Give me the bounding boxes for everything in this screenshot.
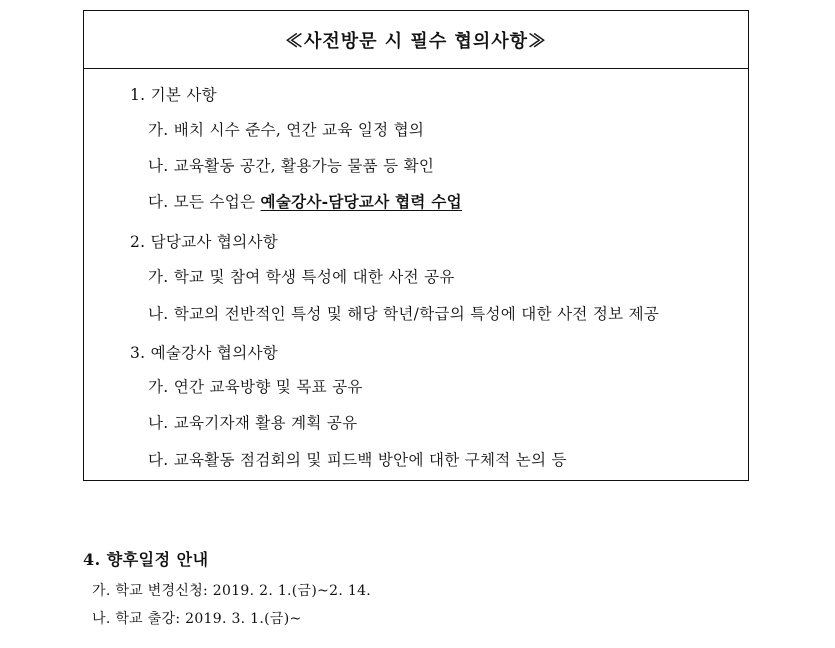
section-heading-basic: 1. 기본 사항: [130, 86, 217, 104]
box-title: ≪사전방문 시 필수 협의사항≫: [84, 11, 748, 69]
consultation-box: [83, 10, 749, 481]
list-item: 나. 학교의 전반적인 특성 및 해당 학년/학급의 특성에 대한 사전 정보 제공: [148, 305, 660, 323]
schedule-item: 나. 학교 출강: 2019. 3. 1.(금)~: [92, 611, 302, 627]
schedule-title: 4. 향후일정 안내: [83, 550, 209, 569]
list-item: 가. 연간 교육방향 및 목표 공유: [148, 378, 363, 396]
list-item: 나. 교육기자재 활용 계획 공유: [148, 414, 358, 432]
list-item-emphasized: [148, 190, 462, 212]
list-item: 다. 교육활동 점검회의 및 피드백 방안에 대한 구체적 논의 등: [148, 451, 567, 469]
schedule-item: 가. 학교 변경신청: 2019. 2. 1.(금)~2. 14.: [92, 583, 372, 599]
list-item: 가. 학교 및 참여 학생 특성에 대한 사전 공유: [148, 268, 455, 286]
emphasized-text: 예술강사-담당교사 협력 수업: [260, 192, 462, 211]
list-item: 나. 교육활동 공간, 활용가능 물품 등 확인: [148, 157, 435, 175]
section-heading-instructor: 3. 예술강사 협의사항: [130, 344, 279, 362]
list-item-prefix: 다. 모든 수업은: [148, 193, 261, 211]
list-item: 가. 배치 시수 준수, 연간 교육 일정 협의: [148, 121, 425, 139]
section-heading-teacher: 2. 담당교사 협의사항: [130, 233, 279, 251]
